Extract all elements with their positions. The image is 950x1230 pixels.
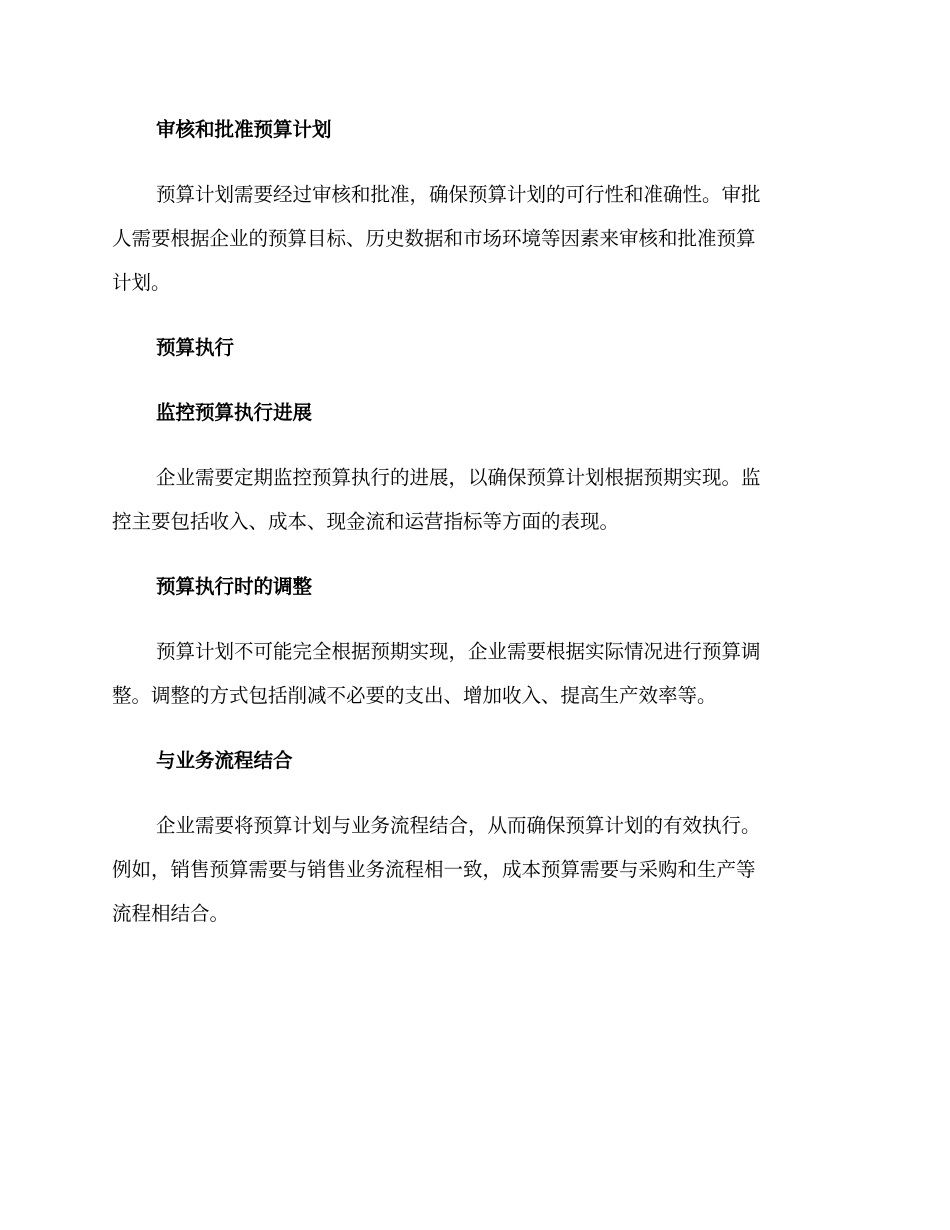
paragraph-line: 例如，销售预算需要与销售业务流程相一致，成本预算需要与采购和生产等 [112,858,756,881]
paragraph-line: 控主要包括收入、成本、现金流和运营指标等方面的表现。 [112,510,620,533]
section-paragraph [112,630,832,718]
section-heading: 预算执行时的调整 [156,575,313,598]
paragraph-line: 计划。 [112,271,171,294]
section-paragraph [112,804,832,936]
section-paragraph [112,456,832,544]
section-heading: 与业务流程结合 [156,749,293,772]
paragraph-line: 预算计划需要经过审核和批准，确保预算计划的可行性和准确性。审批 [156,183,761,206]
paragraph-line: 流程相结合。 [112,902,230,925]
paragraph-line: 企业需要将预算计划与业务流程结合，从而确保预算计划的有效执行。 [156,814,761,837]
paragraph-line: 企业需要定期监控预算执行的进展，以确保预算计划根据预期实现。监 [156,466,761,489]
section-paragraph [112,173,832,305]
paragraph-line: 整。调整的方式包括削减不必要的支出、增加收入、提高生产效率等。 [112,684,717,707]
paragraph-line: 人需要根据企业的预算目标、历史数据和市场环境等因素来审核和批准预算 [112,227,756,250]
section-heading: 审核和批准预算计划 [156,118,332,141]
section-heading: 预算执行 [156,336,235,359]
document-body [112,108,832,957]
paragraph-line: 预算计划不可能完全根据预期实现，企业需要根据实际情况进行预算调 [156,640,761,663]
section-heading: 监控预算执行进展 [156,401,313,424]
